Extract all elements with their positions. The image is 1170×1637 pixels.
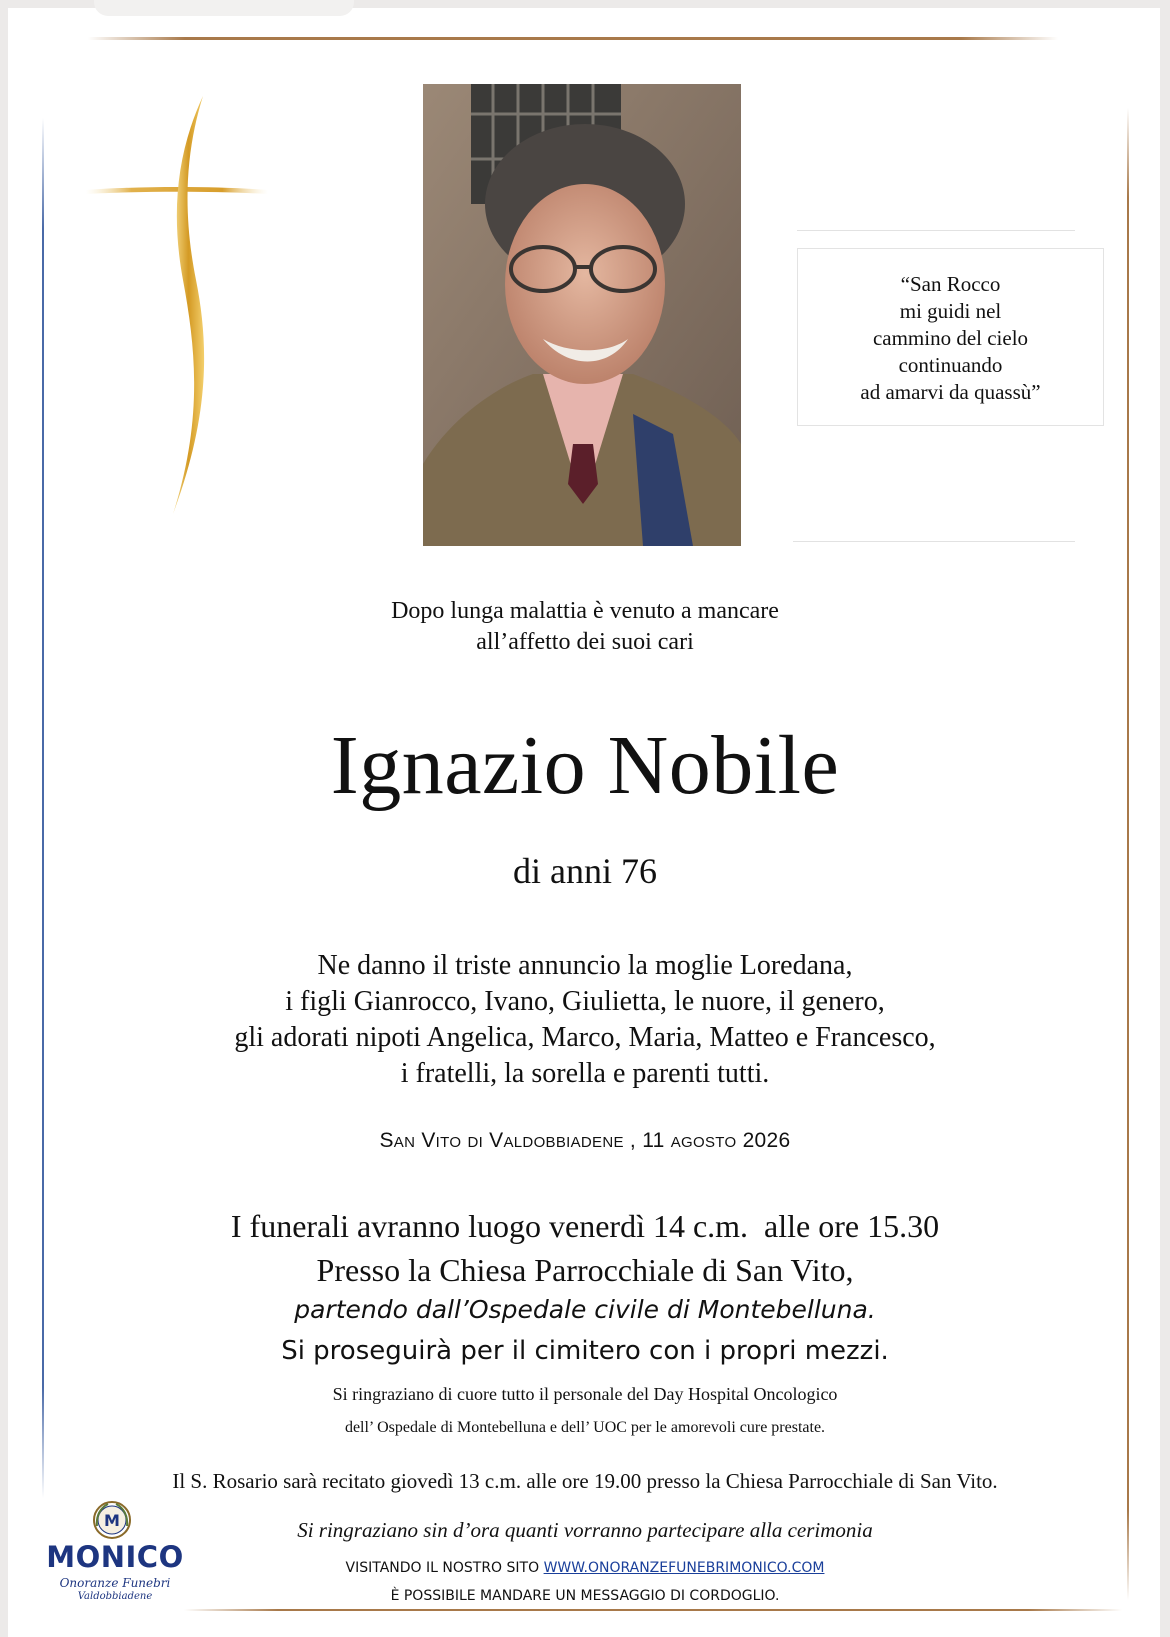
deceased-photo xyxy=(423,84,741,546)
quote-line: cammino del cielo xyxy=(872,326,1029,350)
intro-line-1: Dopo lunga malattia è venuto a mancare xyxy=(391,598,779,624)
quote-text xyxy=(798,271,1103,406)
thanks-staff-line-2: dell’ Ospedale di Montebelluna e dell’ UOC per le amorevoli cure prestate. xyxy=(344,1419,826,1436)
intro-line-2: all’affetto dei suoi cari xyxy=(476,629,694,655)
intro-text xyxy=(0,596,1170,658)
place-date: San Vito di Valdobbiadene , 11 agosto 2026 xyxy=(379,1129,791,1152)
top-scroll-indicator xyxy=(94,0,354,16)
thanks-all: Si ringraziano sin d’ora quanti vorranno partecipare alla cerimonia xyxy=(297,1518,873,1542)
funeral-line-1: I funerali avranno luogo venerdì 14 c.m. alle ore 15.30 xyxy=(230,1208,940,1244)
condolence-line: È POSSIBILE MANDARE UN MESSAGGIO DI CORDOGLIO. xyxy=(390,1588,780,1604)
website-link[interactable]: WWW.ONORANZEFUNEBRIMONICO.COM xyxy=(543,1560,825,1576)
top-frame-line xyxy=(88,37,1058,40)
announcement-line: Ne danno il triste annuncio la moglie Loredana, xyxy=(317,950,853,981)
logo-name: MONICO xyxy=(46,1540,184,1574)
logo-town: Valdobbiadene xyxy=(77,1591,153,1602)
announcement-line: i figli Gianrocco, Ivano, Giulietta, le nuore, il genero, xyxy=(285,986,885,1017)
logo-subtitle: Onoranze Funebri xyxy=(59,1576,171,1590)
quote-line: “San Rocco xyxy=(900,272,1001,296)
quote-line: continuando xyxy=(898,353,1003,377)
quote-top-line xyxy=(797,230,1075,231)
thanks-staff-line-1: Si ringraziano di cuore tutto il personale del Day Hospital Oncologico xyxy=(332,1384,838,1404)
deceased-age: di anni 76 xyxy=(513,851,657,891)
quote-box xyxy=(797,248,1104,426)
funeral-line-2: Presso la Chiesa Parrocchiale di San Vito, xyxy=(316,1252,854,1288)
portrait-illustration xyxy=(423,84,741,546)
announcement-line: gli adorati nipoti Angelica, Marco, Maria, Matteo e Francesco, xyxy=(234,1022,936,1053)
announcement xyxy=(0,948,1170,1092)
quote-line: mi guidi nel xyxy=(899,299,1002,323)
quote-line: ad amarvi da quassù” xyxy=(860,380,1041,404)
announcement-line: i fratelli, la sorella e parenti tutti. xyxy=(400,1058,770,1089)
funeral-line-3: partendo dall’Ospedale civile di Montebelluna. xyxy=(294,1295,876,1324)
quote-bottom-line xyxy=(793,541,1075,542)
laurel-wreath-icon xyxy=(92,1500,132,1540)
rosario-notice: Il S. Rosario sarà recitato giovedì 13 c.m. alle ore 19.00 presso la Chiesa Parrocchiale di San Vito. xyxy=(172,1469,998,1493)
funeral-line-4: Si proseguirà per il cimitero con i propri mezzi. xyxy=(281,1336,889,1366)
gold-cross-icon xyxy=(78,90,268,520)
deceased-name: Ignazio Nobile xyxy=(330,719,840,812)
bottom-frame-line xyxy=(184,1609,1122,1611)
logo-emblem-letter: M xyxy=(104,1511,120,1530)
monico-logo xyxy=(40,1500,190,1610)
website-prefix: VISITANDO IL NOSTRO SITO xyxy=(345,1560,540,1576)
